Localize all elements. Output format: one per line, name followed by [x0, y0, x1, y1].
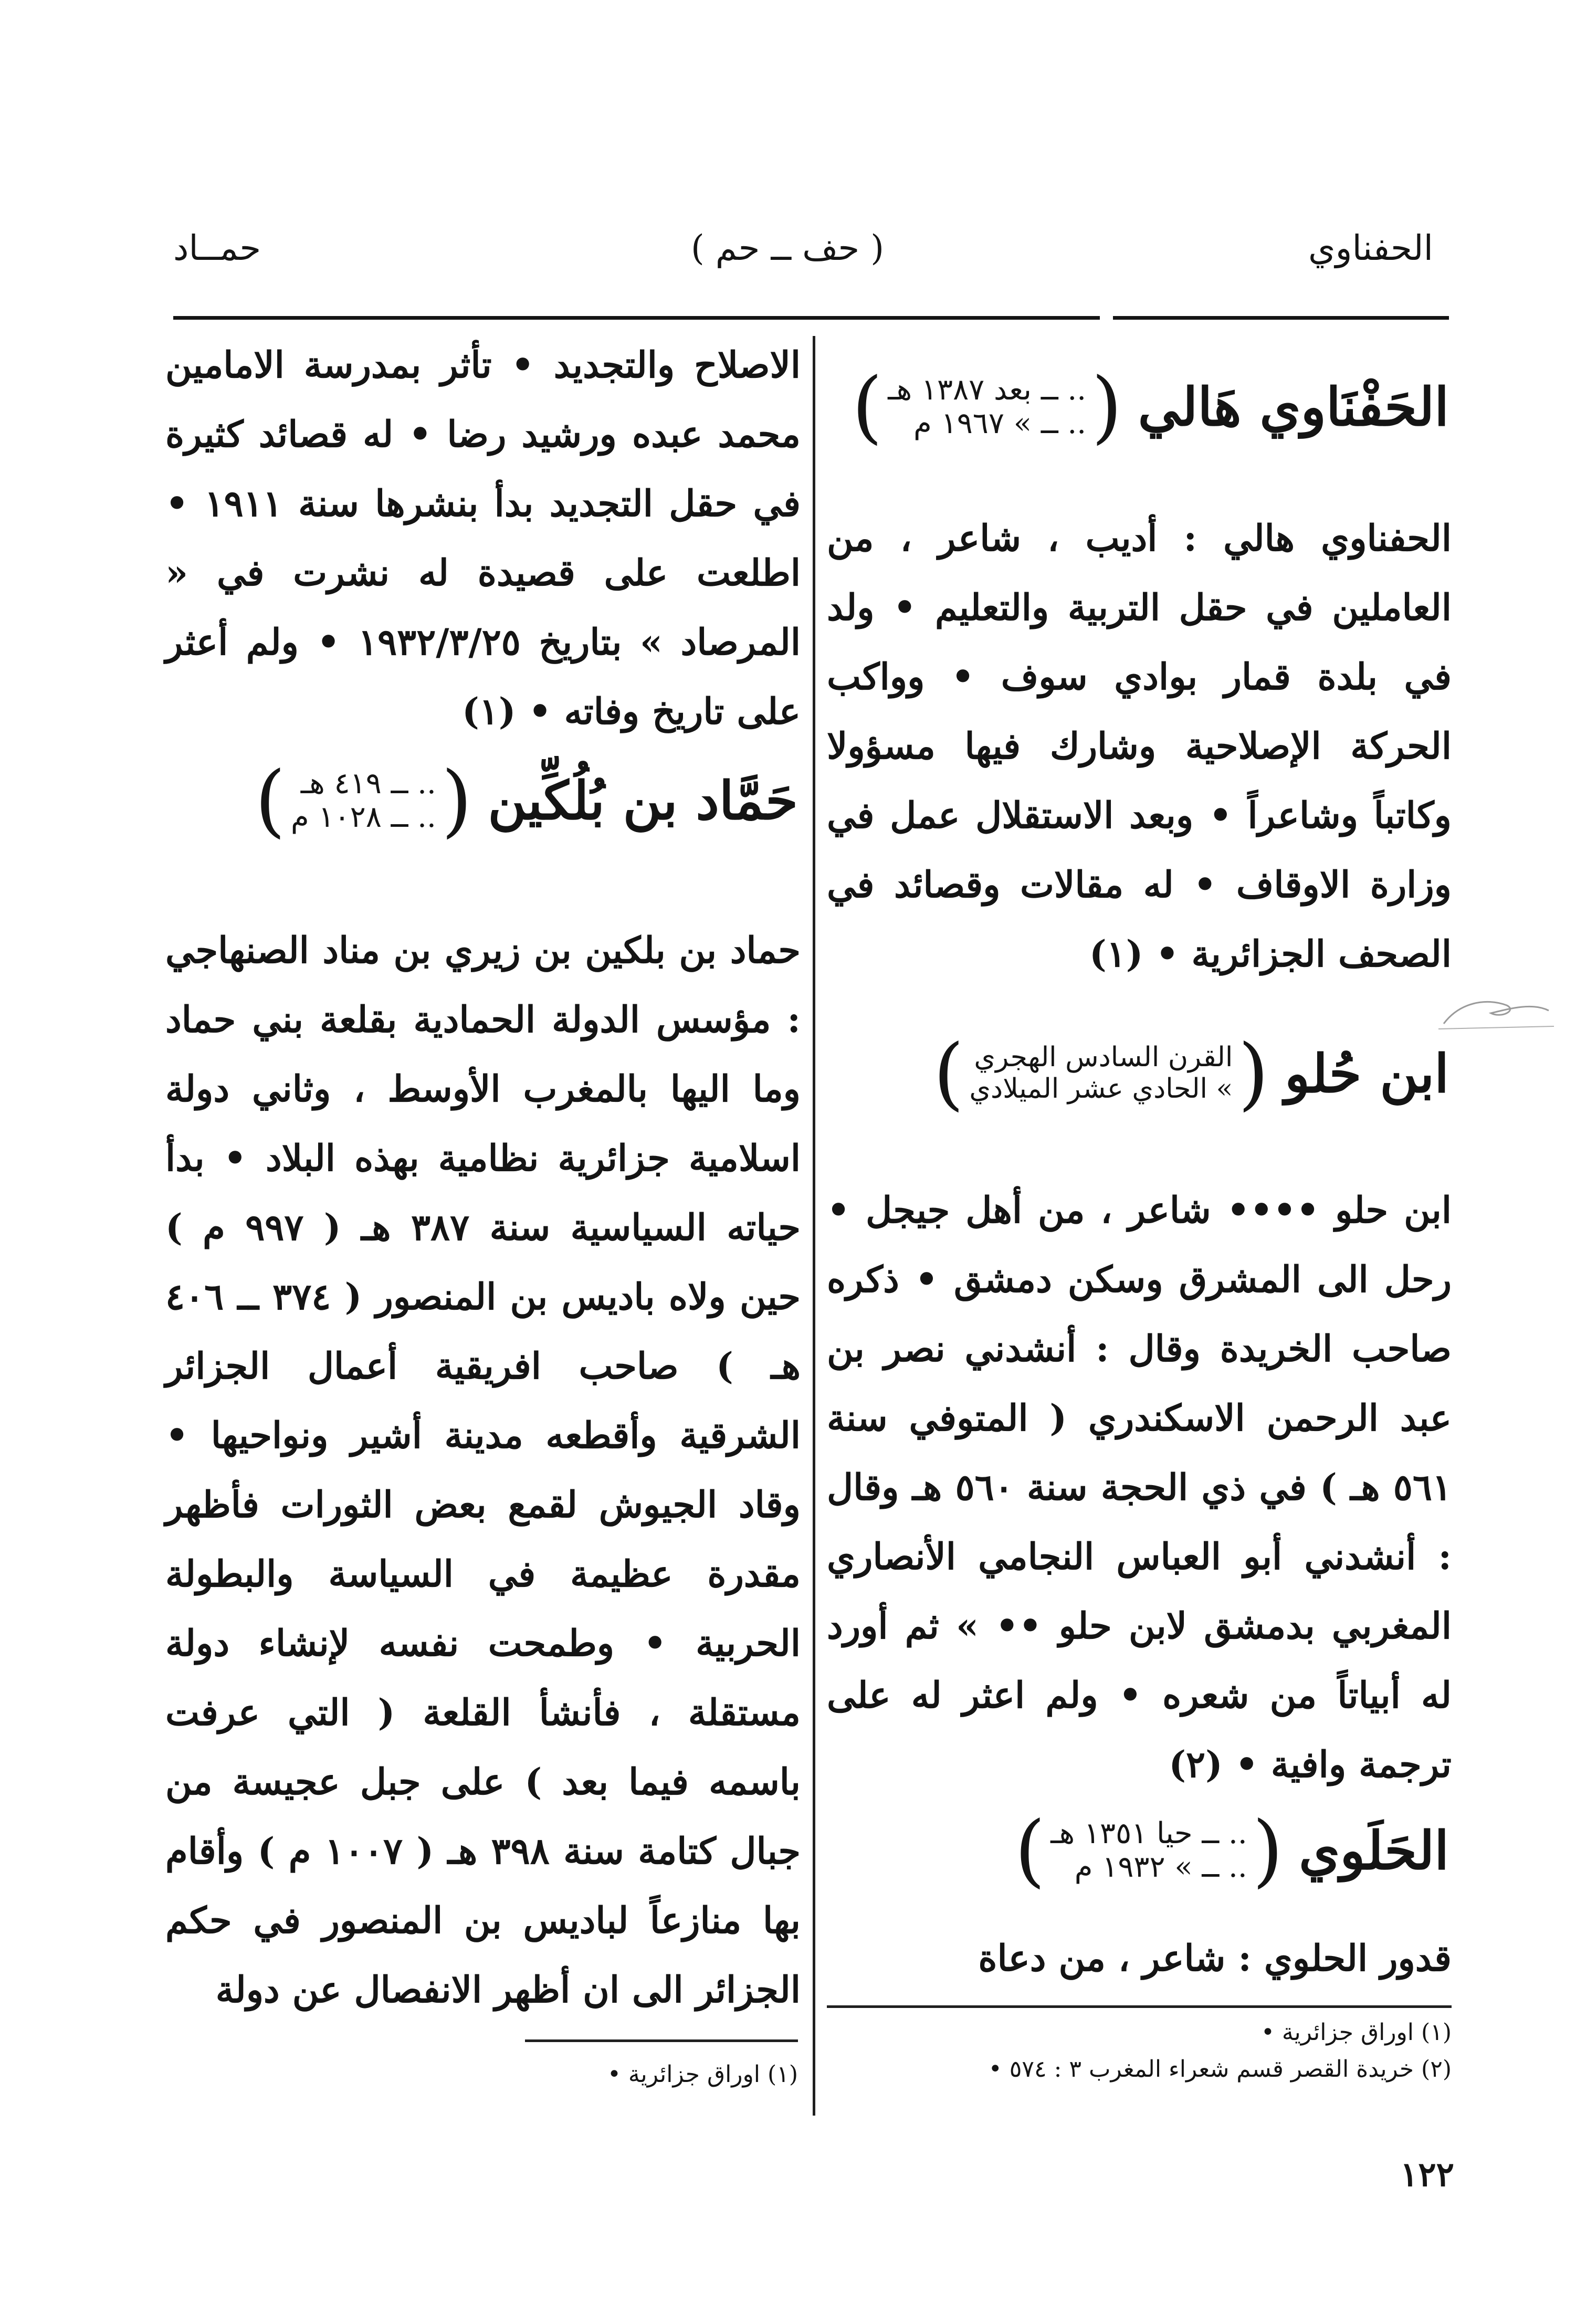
date-gregorian: .. ــ ١٠٢٨ م	[290, 800, 436, 834]
date-hijri: .. ــ ٤١٩ هـ	[300, 766, 436, 801]
entry-dates: ( .. ــ بعد ١٣٨٧ هـ .. ــ » ١٩٦٧ م )	[852, 361, 1122, 453]
header-letter-range: ( حف ــ حم )	[691, 228, 884, 268]
era-gregorian: » الحادي عشر الميلادي	[969, 1073, 1233, 1105]
entry-name: حَمَّاد بن بُلُكِّين	[488, 770, 798, 832]
date-gregorian: .. ــ » ١٩٣٢ م	[1074, 1850, 1247, 1884]
entry-title-ibn-hulu	[835, 1028, 1449, 1119]
entry-body-ibn-hulu	[827, 1176, 1452, 1800]
date-hijri: .. ــ حيا ١٣٥١ هـ	[1050, 1816, 1247, 1850]
column-divider	[813, 336, 815, 2116]
footnote-rule-left	[525, 2039, 798, 2042]
entry-name: الحَفْنَاوي هَالي	[1138, 376, 1449, 438]
entry-body-hammad	[165, 916, 801, 2025]
entry-paragraph: ابن حلو •••• شاعر ، من أهل جيجل • رحل الى المشرق وسكن دمشق • ذكره صاحب الخريدة وقال : أنشدني نصر بن عبد الرحمن الاسكندري ( المتوفي سنة ٥٦١ هـ ) في ذي الحجة سنة ٥٦٠ هـ وقال : أنشدني أبو العباس النجامي الأنصاري المغربي بدمشق لابن حلو •• » ثم أورد له أبياتاً من شعره • ولم اعثر له على ترجمة وافية • (٢)	[827, 1189, 1452, 1786]
entry-body-continuation	[165, 331, 801, 746]
header-running-title-left: حمــاد	[173, 228, 261, 268]
entry-title-halawi	[835, 1805, 1449, 1896]
footnote-2-right: (٢) خريدة القصر قسم شعراء المغرب ٣ : ٥٧٤ •	[988, 2056, 1452, 2083]
entry-paragraph: قدور الحلوي : شاعر ، من دعاة	[978, 1937, 1452, 1980]
footnote-1-right: (١) اوراق جزائرية •	[1260, 2019, 1452, 2046]
header-rule-right	[1113, 316, 1449, 320]
entry-dates: ( .. ــ ٤١٩ هـ .. ــ ١٠٢٨ م )	[255, 755, 472, 846]
date-gregorian: .. ــ » ١٩٦٧ م	[913, 406, 1087, 440]
entry-title-hafnawi	[835, 361, 1449, 453]
entry-name: ابن حُلو	[1284, 1043, 1449, 1105]
entry-body-hafnawi	[827, 504, 1452, 989]
header-running-title-right: الحفناوي	[1308, 228, 1433, 268]
entry-title-hammad	[173, 755, 798, 846]
pencil-annotation-mark	[1438, 987, 1554, 1034]
era-hijri: القرن السادس الهجري	[974, 1042, 1233, 1074]
page-number: ١٢٢	[1400, 2155, 1454, 2194]
footnote-1-left: (١) اوراق جزائرية •	[607, 2061, 798, 2088]
header-rule-left	[173, 316, 1100, 320]
entry-era: ( القرن السادس الهجري » الحادي عشر الميلادي )	[933, 1028, 1269, 1119]
footnote-rule-right	[827, 2005, 1452, 2008]
entry-paragraph: حماد بن بلكين بن زيري بن مناد الصنهاجي : مؤسس الدولة الحمادية بقلعة بني حماد وما اليها بالمغرب الأوسط ، وثاني دولة اسلامية جزائرية نظامية بهذه البلاد • بدأ حياته السياسية سنة ٣٨٧ هـ ( ٩٩٧ م ) حين ولاه باديس بن المنصور ( ٣٧٤ ــ ٤٠٦ هـ ) صاحب افريقية أعمال الجزائر الشرقية وأقطعه مدينة أشير ونواحيها • وقاد الجيوش لقمع بعض الثورات فأظهر مقدرة عظيمة في السياسة والبطولة الحربية • وطمحت نفسه لإنشاء دولة مستقلة ، فأنشأ القلعة ( التي عرفت باسمه فيما بعد ) على جبل عجيسة من جبال كتامة سنة ٣٩٨ هـ ( ١٠٠٧ م ) وأقام بها منازعاً لباديس بن المنصور في حكم الجزائر الى ان أظهر الانفصال عن دولة	[165, 929, 801, 2011]
entry-name: الحَلَوي	[1299, 1820, 1449, 1881]
entry-dates: ( .. ــ حيا ١٣٥١ هـ .. ــ » ١٩٣٢ م )	[1014, 1805, 1284, 1896]
entry-paragraph: الحفناوي هالي : أديب ، شاعر ، من العاملين في حقل التربية والتعليم • ولد في بلدة قمار بوادي سوف • وواكب الحركة الإصلاحية وشارك فيها مسؤولا وكاتباً وشاعراً • وبعد الاستقلال عمل في وزارة الاوقاف • له مقالات وقصائد في الصحف الجزائرية • (١)	[827, 517, 1452, 975]
entry-paragraph: الاصلاح والتجديد • تأثر بمدرسة الامامين محمد عبده ورشيد رضا • له قصائد كثيرة في حقل التجديد بدأ بنشرها سنة ١٩١١ • اطلعت على قصيدة له نشرت في « المرصاد » بتاريخ ١٩٣٢/٣/٢٥ • ولم أعثر على تاريخ وفاته • (١)	[165, 344, 801, 733]
entry-body-halawi	[827, 1924, 1452, 1993]
date-hijri: .. ــ بعد ١٣٨٧ هـ	[888, 372, 1087, 407]
